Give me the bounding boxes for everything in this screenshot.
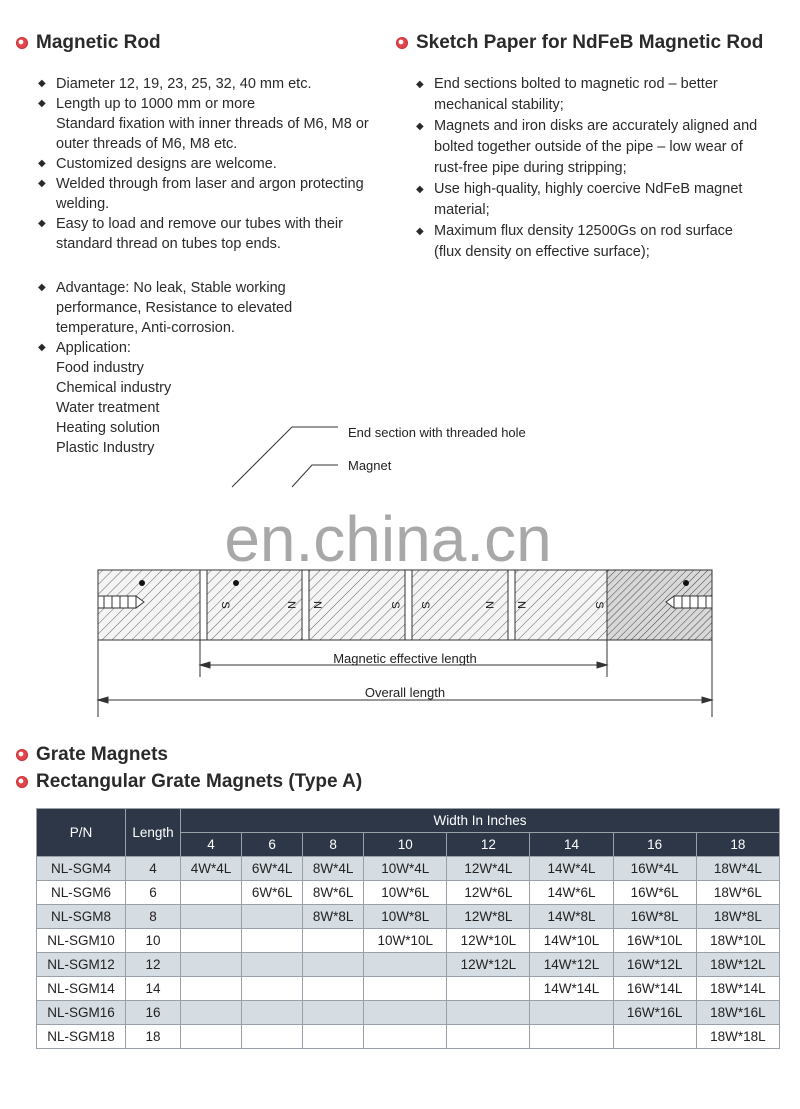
size-cell [447,1001,530,1025]
pole-label: S [389,601,401,609]
iron-disk [405,570,412,640]
list-item-text: ◆ Easy to load and remove our tubes with their [56,216,343,232]
size-cell [303,977,364,1001]
pn-cell: NL-SGM12 [37,953,126,977]
table-row [37,905,780,929]
size-cell [613,1025,696,1049]
table-row [37,1025,780,1049]
size-cell [242,929,303,953]
size-cell: 16W*8L [613,905,696,929]
pn-cell: NL-SGM14 [37,977,126,1001]
table-row [37,1001,780,1025]
list-item [38,74,388,94]
size-cell [181,953,242,977]
pole-label: N [483,601,495,609]
size-cell: 8W*6L [303,881,364,905]
list-item-text: bolted together outside of the pipe – low wear of [434,139,743,155]
pn-cell: NL-SGM10 [37,929,126,953]
size-cell [530,1025,613,1049]
iron-disk [200,570,207,640]
table-row [37,857,780,881]
size-cell [242,1001,303,1025]
bullet-dot-icon [396,37,408,49]
list-item [416,116,786,179]
list-item-text: Standard fixation with inner threads of M6, M8 or [56,116,369,132]
header-pn: P/N [37,809,126,857]
list-item-text: temperature, Anti-corrosion. [56,320,235,336]
table-row [37,929,780,953]
size-cell: 14W*4L [530,857,613,881]
pole-label: S [593,601,605,609]
effective-length-label: Magnetic effective length [333,651,477,666]
size-cell: 18W*14L [696,977,779,1001]
pn-cell: NL-SGM16 [37,1001,126,1025]
size-cell: 6W*6L [242,881,303,905]
size-cell [181,977,242,1001]
table-row [37,881,780,905]
size-cell [530,1001,613,1025]
size-cell [364,977,447,1001]
magnet-leader [292,465,338,487]
pn-cell: NL-SGM18 [37,1025,126,1049]
size-cell: 16W*4L [613,857,696,881]
size-cell: 10W*10L [364,929,447,953]
size-cell [303,953,364,977]
pole-label: S [419,601,431,609]
size-cell: 8W*8L [303,905,364,929]
size-cell [181,1001,242,1025]
section-title-text: Rectangular Grate Magnets (Type A) [36,771,363,792]
watermark: en.china.cn [224,503,552,575]
table-row [37,977,780,1001]
list-item-text: mechanical stability; [434,97,564,113]
list-item-text: standard thread on tubes top ends. [56,236,281,252]
size-cell [364,953,447,977]
size-cell: 12W*4L [447,857,530,881]
list-item-text: ◆ Magnets and iron disks are accurately aligned and [434,118,758,134]
size-cell: 16W*10L [613,929,696,953]
length-cell: 10 [126,929,181,953]
magnet-label: Magnet [348,458,392,473]
list-item-text: material; [434,202,490,218]
length-cell: 4 [126,857,181,881]
size-cell: 16W*14L [613,977,696,1001]
size-cell: 8W*4L [303,857,364,881]
list-item-text: ◆ Advantage: No leak, Stable working [56,280,286,296]
length-cell: 8 [126,905,181,929]
size-cell: 10W*8L [364,905,447,929]
list-item-text: ◆ Use high-quality, highly coercive NdFeB magnet [434,181,743,197]
magnetic-rod-title [16,32,161,54]
size-cell: 10W*4L [364,857,447,881]
size-cell: 14W*12L [530,953,613,977]
sketch-paper-title [396,32,763,54]
width-header-cell: 10 [364,833,447,857]
list-item-text: ◆ Length up to 1000 mm or more [56,96,256,112]
size-cell: 18W*6L [696,881,779,905]
list-item-text: outer threads of M6, M8 etc. [56,136,238,152]
length-cell: 6 [126,881,181,905]
end-section-leader [232,427,338,487]
list-item-text: Heating solution [56,420,160,436]
list-item-text: ◆ Welded through from laser and argon protecting [56,176,364,192]
size-cell: 16W*6L [613,881,696,905]
list-item-text: Food industry [56,360,144,376]
sketch-paper-features [416,74,786,263]
list-item-text: ◆ Application: [56,340,131,356]
bullet-dot-icon [16,776,28,788]
right-threaded-hole-icon [666,596,712,608]
size-cell [303,1025,364,1049]
width-header-cell: 8 [303,833,364,857]
bullet-dot-icon [16,37,28,49]
pn-cell: NL-SGM6 [37,881,126,905]
rect-grate-title [16,771,362,793]
list-item-text: Plastic Industry [56,440,155,456]
size-cell: 18W*12L [696,953,779,977]
length-cell: 18 [126,1025,181,1049]
list-item-text: (flux density on effective surface); [434,244,650,260]
size-cell: 18W*16L [696,1001,779,1025]
list-item [38,278,388,338]
size-cell [364,1001,447,1025]
length-cell: 14 [126,977,181,1001]
list-item-text: Water treatment [56,400,160,416]
section-title-text: Grate Magnets [36,744,168,765]
magnetic-rod-diagram [0,415,800,725]
list-item [38,154,388,174]
size-cell [181,905,242,929]
size-cell [242,905,303,929]
pole-label: N [311,601,323,609]
size-cell [447,1025,530,1049]
width-header-cell: 4 [181,833,242,857]
iron-disk [508,570,515,640]
pole-label: S [219,601,231,609]
size-cell [181,929,242,953]
size-cell: 10W*6L [364,881,447,905]
end-section-label: End section with threaded hole [348,425,526,440]
list-item-text: ◆ Diameter 12, 19, 23, 25, 32, 40 mm etc. [56,76,312,92]
list-item [416,221,786,263]
size-cell [303,929,364,953]
size-cell: 18W*8L [696,905,779,929]
pole-label: N [285,601,297,609]
table-row [37,953,780,977]
size-cell: 14W*10L [530,929,613,953]
list-item [38,214,388,254]
size-cell: 12W*6L [447,881,530,905]
size-cell [181,1025,242,1049]
list-item-text: ◆ Customized designs are welcome. [56,156,277,172]
size-cell [242,977,303,1001]
list-item-text: rust-free pipe during stripping; [434,160,627,176]
size-cell [242,1025,303,1049]
size-cell: 14W*8L [530,905,613,929]
size-cell [181,881,242,905]
iron-disk [302,570,309,640]
size-cell: 14W*14L [530,977,613,1001]
pole-label: N [515,601,527,609]
size-cell: 4W*4L [181,857,242,881]
pn-cell: NL-SGM4 [37,857,126,881]
header-length: Length [126,809,181,857]
bullet-dot-icon [16,749,28,761]
pn-cell: NL-SGM8 [37,905,126,929]
left-threaded-hole-icon [98,596,144,608]
list-item [416,74,786,116]
size-cell [447,977,530,1001]
grate-magnets-title [16,744,168,766]
list-item [38,94,388,154]
list-item-text: performance, Resistance to elevated [56,300,293,316]
magnet-stack [200,570,607,640]
size-cell: 12W*8L [447,905,530,929]
list-item [38,174,388,214]
length-cell: 16 [126,1001,181,1025]
rod-body [98,570,712,640]
size-cell: 14W*6L [530,881,613,905]
size-cell: 18W*4L [696,857,779,881]
overall-length-label: Overall length [364,685,446,700]
list-item-text: ◆ Maximum flux density 12500Gs on rod surface [434,223,733,239]
size-cell: 16W*16L [613,1001,696,1025]
section-title-text: Sketch Paper for NdFeB Magnetic Rod [416,32,764,53]
size-cell: 16W*12L [613,953,696,977]
size-cell [242,953,303,977]
list-item [416,179,786,221]
width-header-cell: 14 [530,833,613,857]
width-header-cell: 16 [613,833,696,857]
length-cell: 12 [126,953,181,977]
size-cell [303,1001,364,1025]
width-header-cell: 18 [696,833,779,857]
width-header-cell: 6 [242,833,303,857]
section-title-text: Magnetic Rod [36,32,161,53]
size-cell: 12W*12L [447,953,530,977]
magnetic-rod-features [38,74,388,254]
size-cell: 6W*4L [242,857,303,881]
size-cell: 12W*10L [447,929,530,953]
size-cell: 18W*18L [696,1025,779,1049]
list-item-text: welding. [56,196,110,212]
size-cell: 18W*10L [696,929,779,953]
size-cell [364,1025,447,1049]
grate-magnets-table [36,808,780,1049]
header-width: Width In Inches [181,809,780,833]
list-item-text: ◆ End sections bolted to magnetic rod – better [434,76,718,92]
list-item-text: Chemical industry [56,380,172,396]
width-header-cell: 12 [447,833,530,857]
